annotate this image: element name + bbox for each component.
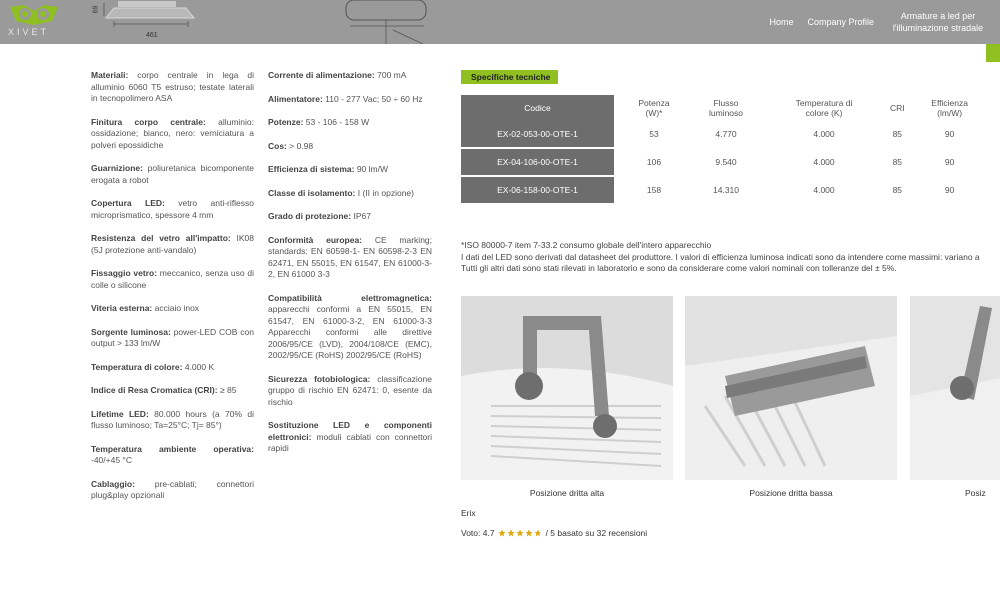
spec-value: 110 - 277 Vac; 50 ÷ 60 Hz <box>322 93 423 104</box>
spec-label: Sorgente luminosa: <box>91 326 171 337</box>
caption-photo-3: Posiz <box>965 488 986 498</box>
spec-label: Sicurezza fotobiologica: <box>268 373 371 384</box>
nav-company-profile[interactable]: Company Profile <box>807 17 874 27</box>
spec-value: I (II in opzione) <box>355 187 414 198</box>
spec-value: -40/+45 °C <box>91 455 132 465</box>
star-icon <box>525 529 533 537</box>
spec-value: IK08 (5J protezione anti-vandalo) <box>91 233 254 255</box>
table-cell: 158 <box>614 176 694 204</box>
footnote-1: *ISO 80000-7 item 7-33.2 consumo globale dell'intero apparecchio <box>461 240 712 250</box>
spec-value: IP67 <box>351 211 371 221</box>
spec-value: vetro anti-riflesso microprismatico, spessore 4 mm <box>91 198 254 220</box>
specs-column-left <box>91 70 254 514</box>
photo-partial[interactable] <box>910 296 1000 480</box>
site-header <box>0 0 1000 44</box>
star-icon <box>534 529 542 537</box>
table-row <box>461 176 995 204</box>
rating-suffix: / 5 basato su 32 recensioni <box>545 528 648 538</box>
spec-value: 53 - 106 - 158 W <box>303 117 370 127</box>
nav-home[interactable]: Home <box>769 17 794 27</box>
spec-value: 90 lm/W <box>354 164 388 174</box>
spec-label: Resistenza del vetro all'impatto: <box>91 233 231 243</box>
spec-item <box>268 374 432 409</box>
spec-label: Finitura corpo centrale: <box>91 116 206 127</box>
table-cell: 90 <box>905 121 995 148</box>
nav-street-lighting-line1: Armature a led per <box>900 11 976 21</box>
table-row <box>461 148 995 176</box>
spec-item <box>91 268 254 291</box>
col-header-potenza <box>614 95 694 121</box>
table-cell: 53 <box>614 121 694 148</box>
col-header-potenza-text: Potenza (W)* <box>638 98 670 118</box>
product-drawing <box>88 0 448 44</box>
spec-label: Temperatura ambiente operativa: <box>91 443 254 454</box>
spec-value: meccanico, senza uso di colle o silicone <box>91 268 254 290</box>
table-cell: 9.540 <box>694 148 758 176</box>
spec-item <box>268 293 432 362</box>
table-cell: 4.770 <box>694 121 758 148</box>
spec-item <box>91 444 254 467</box>
spec-value: moduli cablati con connettori rapidi <box>268 431 432 453</box>
spec-value: corpo centrale in lega di alluminio 6060 T5 estruso; testate laterali in tecnopolimero ASA <box>91 70 254 103</box>
nav-street-lighting[interactable] <box>888 10 988 34</box>
nav-street-lighting-line2: l'illuminazione stradale <box>892 23 984 33</box>
photo-straight-low[interactable] <box>685 296 897 480</box>
spec-label: Copertura LED: <box>91 198 165 208</box>
main-nav <box>769 0 1000 44</box>
spec-item <box>268 420 432 455</box>
xivet-logo[interactable] <box>6 3 62 41</box>
table-cell: 106 <box>614 148 694 176</box>
table-cell: 85 <box>890 176 905 204</box>
spec-label: Conformità europea: <box>268 234 363 245</box>
spec-label: Efficienza di sistema: <box>268 164 355 174</box>
star-icon <box>507 529 515 537</box>
footnote-2: I dati del LED sono derivati dal datasheet del produttore. I valori di efficienza luminosa indicati sono da intendere come massimi: variano a <box>461 251 980 262</box>
spec-value: poliuretanica bicomponente erogata a robot <box>91 163 254 185</box>
spec-item <box>268 211 432 223</box>
tech-specs-table <box>461 95 995 205</box>
spec-label: Corrente di alimentazione: <box>268 70 375 80</box>
spec-label: Cablaggio: <box>91 478 135 489</box>
spec-value: 700 mA <box>374 70 407 80</box>
spec-item <box>91 198 254 221</box>
spec-item <box>91 303 254 315</box>
col-header-temperatura <box>758 95 890 121</box>
spec-label: Indice di Resa Cromatica (CRI): <box>91 385 218 395</box>
spec-value: power-LED COB con output > 133 lm/W <box>91 326 254 348</box>
spec-label: Cos: <box>268 140 287 151</box>
dimension-height-label: 69 <box>92 5 100 14</box>
spec-item <box>91 385 254 397</box>
owl-logo-icon <box>6 3 62 27</box>
spec-item <box>268 141 432 153</box>
spec-label: Viteria esterna: <box>91 303 153 313</box>
specs-column-middle <box>268 70 432 467</box>
spec-label: Alimentatore: <box>268 93 323 104</box>
col-header-temperatura-text: Temperatura di colore (K) <box>795 98 853 118</box>
cell-code: EX-06-158-00-OTE-1 <box>461 176 614 204</box>
col-header-flusso-text: Flusso luminoso <box>708 98 744 118</box>
rating-stars <box>498 529 543 537</box>
table-cell: 4.000 <box>758 148 890 176</box>
cell-code: EX-02-053-00-OTE-1 <box>461 121 614 148</box>
spec-item <box>91 327 254 350</box>
spec-value: > 0.98 <box>286 140 314 151</box>
col-header-flusso <box>694 95 758 121</box>
table-cell: 85 <box>890 148 905 176</box>
spec-label: Fissaggio vetro: <box>91 268 158 278</box>
spec-item <box>268 117 432 129</box>
spec-label: Temperatura di colore: <box>91 361 183 372</box>
spec-item <box>91 233 254 256</box>
product-name: Erix <box>461 508 476 518</box>
col-header-efficienza <box>905 95 995 121</box>
table-row <box>461 121 995 148</box>
spec-value: acciaio inox <box>152 303 200 313</box>
spec-item <box>268 235 432 281</box>
spec-label: Grado di protezione: <box>268 211 352 221</box>
dimension-width-label: 461 <box>146 32 158 39</box>
caption-photo-2: Posizione dritta bassa <box>749 488 833 498</box>
col-header-efficienza-text: Efficienza (lm/W) <box>931 98 968 118</box>
spec-label: Lifetime LED: <box>91 408 149 419</box>
cell-code: EX-04-106-00-OTE-1 <box>461 148 614 176</box>
spec-label: Sostituzione LED e componenti elettronici: <box>268 420 432 442</box>
table-cell: 90 <box>905 176 995 204</box>
spec-item <box>91 409 254 432</box>
table-cell: 14.310 <box>694 176 758 204</box>
spec-label: Potenze: <box>268 117 304 127</box>
spec-item <box>91 70 254 105</box>
spec-value: alluminio: ossidazione; bianco, nero: verniciatura a polveri epossidiche <box>91 116 254 150</box>
spec-label: Materiali: <box>91 70 129 80</box>
spec-value: 80.000 hours (a 70% di flusso luminoso; Ta=25°C; Tj= 85°) <box>91 408 254 430</box>
table-cell: 4.000 <box>758 121 890 148</box>
spec-label: Compatibilità elettromagnetica: <box>268 292 432 303</box>
table-cell: 85 <box>890 121 905 148</box>
spec-item <box>268 70 432 82</box>
spec-item <box>91 479 254 502</box>
brand-name: XIVET <box>8 27 50 37</box>
footnote-3: Tutti gli altri dati sono stati rilevati in laboratorio e sono da considerare come valori nominali con tolleranze del ± 5%. <box>461 263 897 273</box>
spec-value: CE marking; standards: EN 60598-1- EN 60598-2-3 EN 62471, EN 55015, EN 61547, EN 61000-3-2, EN 61000 3-3 <box>268 234 433 279</box>
rating-prefix: Voto: 4.7 <box>461 528 495 538</box>
star-icon <box>516 529 524 537</box>
spec-value: classificazione gruppo di rischio EN 62471: 0, esente da rischio <box>268 373 432 407</box>
spec-item <box>91 117 254 152</box>
table-cell: 90 <box>905 148 995 176</box>
table-header-row <box>461 95 995 121</box>
spec-item <box>268 94 432 106</box>
spec-label: Classe di isolamento: <box>268 187 356 198</box>
spec-item <box>91 362 254 374</box>
col-header-cri: CRI <box>890 103 905 113</box>
spec-item <box>268 164 432 176</box>
spec-value: 4.000 K <box>182 361 215 372</box>
col-header-codice: Codice <box>461 95 614 121</box>
spec-value: apparecchi conformi a EN 55015, EN 61547, EN 61000-3-2, EN 61000-3-3 Apparecchi conformi alle direttive 2006/95/CE (LVD), 2004/108/CE (EMC), 2002/95/CE (RoHS) 2002/95/CE (RoHS) <box>268 304 432 360</box>
table-cell: 4.000 <box>758 176 890 204</box>
photo-straight-high[interactable] <box>461 296 673 480</box>
spec-value: ≥ 85 <box>217 385 237 395</box>
spec-item <box>268 188 432 200</box>
spec-value: pre-cablati; connettori plug&play opzionali <box>91 478 254 500</box>
caption-photo-1: Posizione dritta alta <box>529 488 605 498</box>
tech-specs-title: Specifiche tecniche <box>461 70 558 84</box>
side-tab[interactable] <box>986 44 1000 62</box>
rating <box>461 528 647 538</box>
spec-item <box>91 163 254 186</box>
spec-label: Guarnizione: <box>91 163 143 173</box>
footnotes <box>461 240 1000 275</box>
star-icon <box>498 529 506 537</box>
